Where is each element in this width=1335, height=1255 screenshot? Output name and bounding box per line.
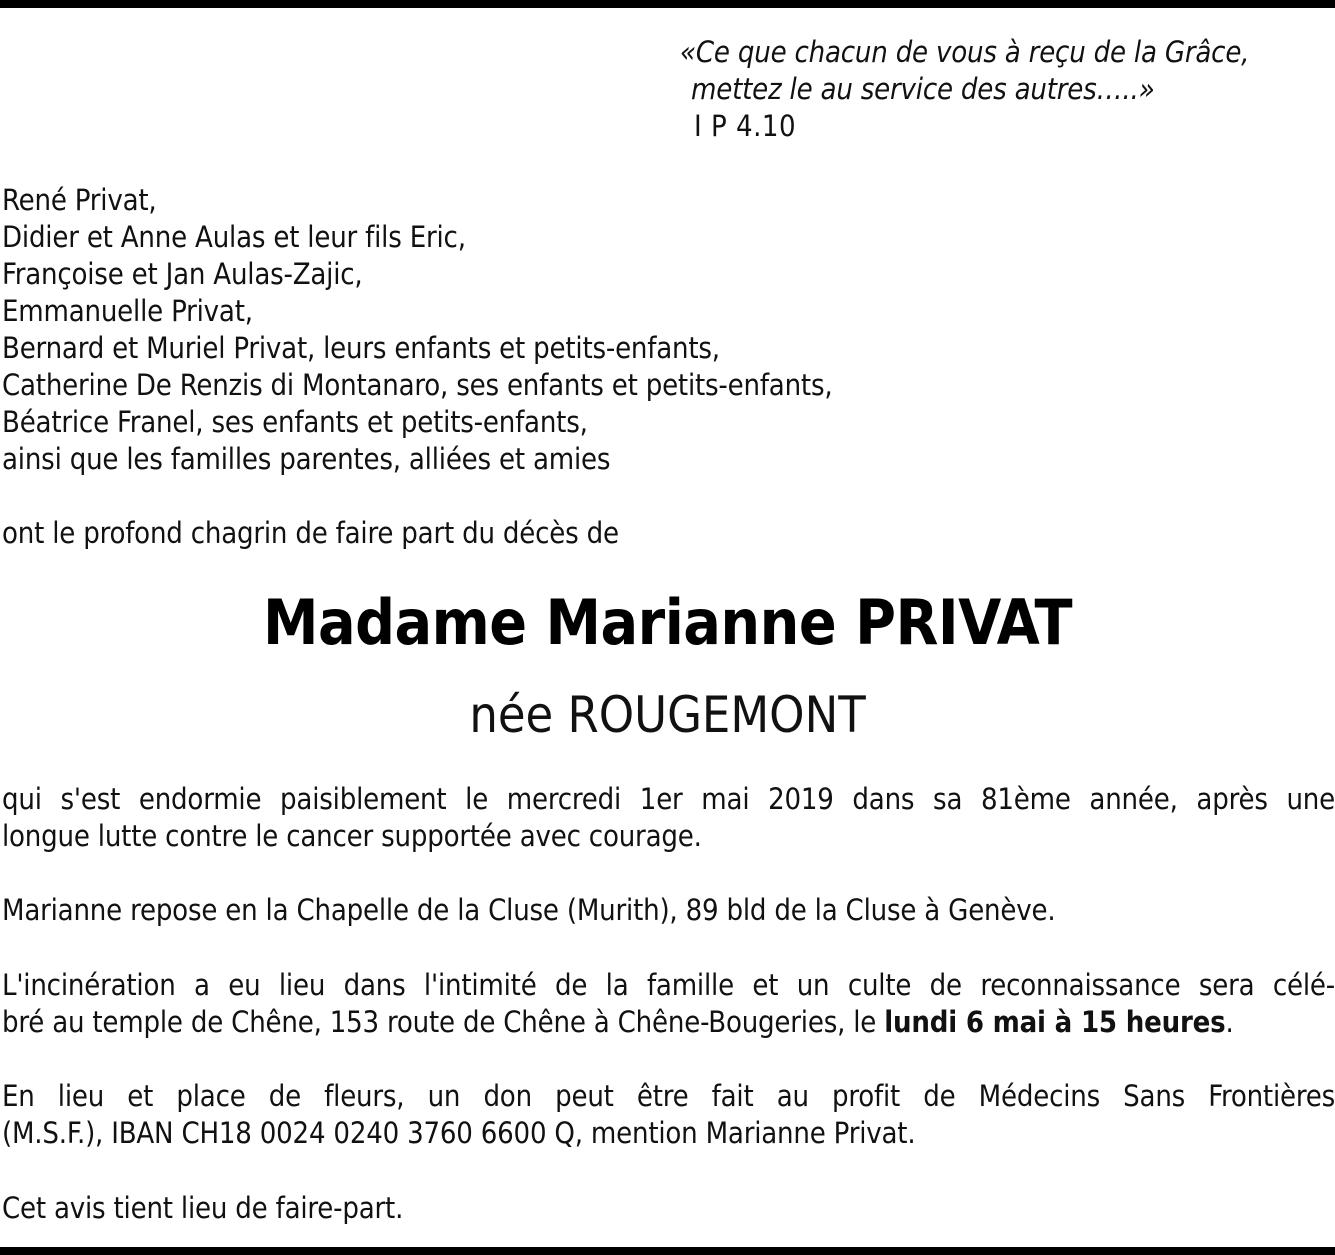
ceremony-datetime: lundi 6 mai à 15 heures: [884, 1005, 1226, 1039]
family-member: Françoise et Jan Aulas-Zajic,: [2, 257, 363, 291]
donation-line-1: En lieu et place de fleurs, un don peut être fait au profit de Médecins Sans Frontières: [2, 1079, 1335, 1113]
deceased-maiden-name: née ROUGEMONT: [469, 686, 866, 744]
family-member: Didier et Anne Aulas et leur fils Eric,: [2, 220, 466, 254]
bottom-border-rule: [0, 1247, 1335, 1255]
ceremony-location: bré au temple de Chêne, 153 route de Chêne à Chêne-Bougeries, le: [2, 1005, 885, 1039]
resting-place-paragraph: Marianne repose en la Chapelle de la Cluse (Murith), 89 bld de la Cluse à Genève.: [2, 893, 1056, 927]
family-member: ainsi que les familles parentes, alliées et amies: [2, 442, 611, 476]
ceremony-line-2: [2, 1004, 1335, 1041]
passing-line-2: longue lutte contre le cancer supportée avec courage.: [2, 819, 702, 853]
family-member: Béatrice Franel, ses enfants et petits-enfants,: [2, 405, 588, 439]
family-list: [2, 182, 832, 478]
family-member: Bernard et Muriel Privat, leurs enfants et petits-enfants,: [2, 331, 720, 365]
family-member: René Privat,: [2, 183, 157, 217]
top-border-rule: [0, 0, 1335, 8]
ceremony-paragraph: [2, 967, 1335, 1041]
family-member: Emmanuelle Privat,: [2, 294, 253, 328]
quote-line-1: «Ce que chacun de vous à reçu de la Grâce,: [680, 35, 1250, 69]
ceremony-line-1: L'incinération a eu lieu dans l'intimité de la famille et un culte de reconnaissance sera célé-: [2, 968, 1335, 1002]
passing-line-1: qui s'est endormie paisiblement le mercredi 1er mai 2019 dans sa 81ème année, après une: [2, 782, 1335, 816]
family-member: Catherine De Renzis di Montanaro, ses enfants et petits-enfants,: [2, 368, 833, 402]
epigraph-quote: [680, 34, 1249, 145]
deceased-name: Madame Marianne PRIVAT: [262, 586, 1073, 659]
donation-line-2: (M.S.F.), IBAN CH18 0024 0240 3760 6600 Q, mention Marianne Privat.: [2, 1116, 916, 1150]
announcement-intro: ont le profond chagrin de faire part du décès de: [2, 516, 619, 550]
donation-paragraph: [2, 1078, 1335, 1152]
passing-paragraph: [2, 781, 1335, 855]
quote-reference: I P 4.10: [694, 109, 797, 143]
closing-note: Cet avis tient lieu de faire-part.: [2, 1191, 404, 1225]
ceremony-period: .: [1225, 1005, 1234, 1039]
quote-line-2: mettez le au service des autres…..»: [691, 72, 1155, 106]
